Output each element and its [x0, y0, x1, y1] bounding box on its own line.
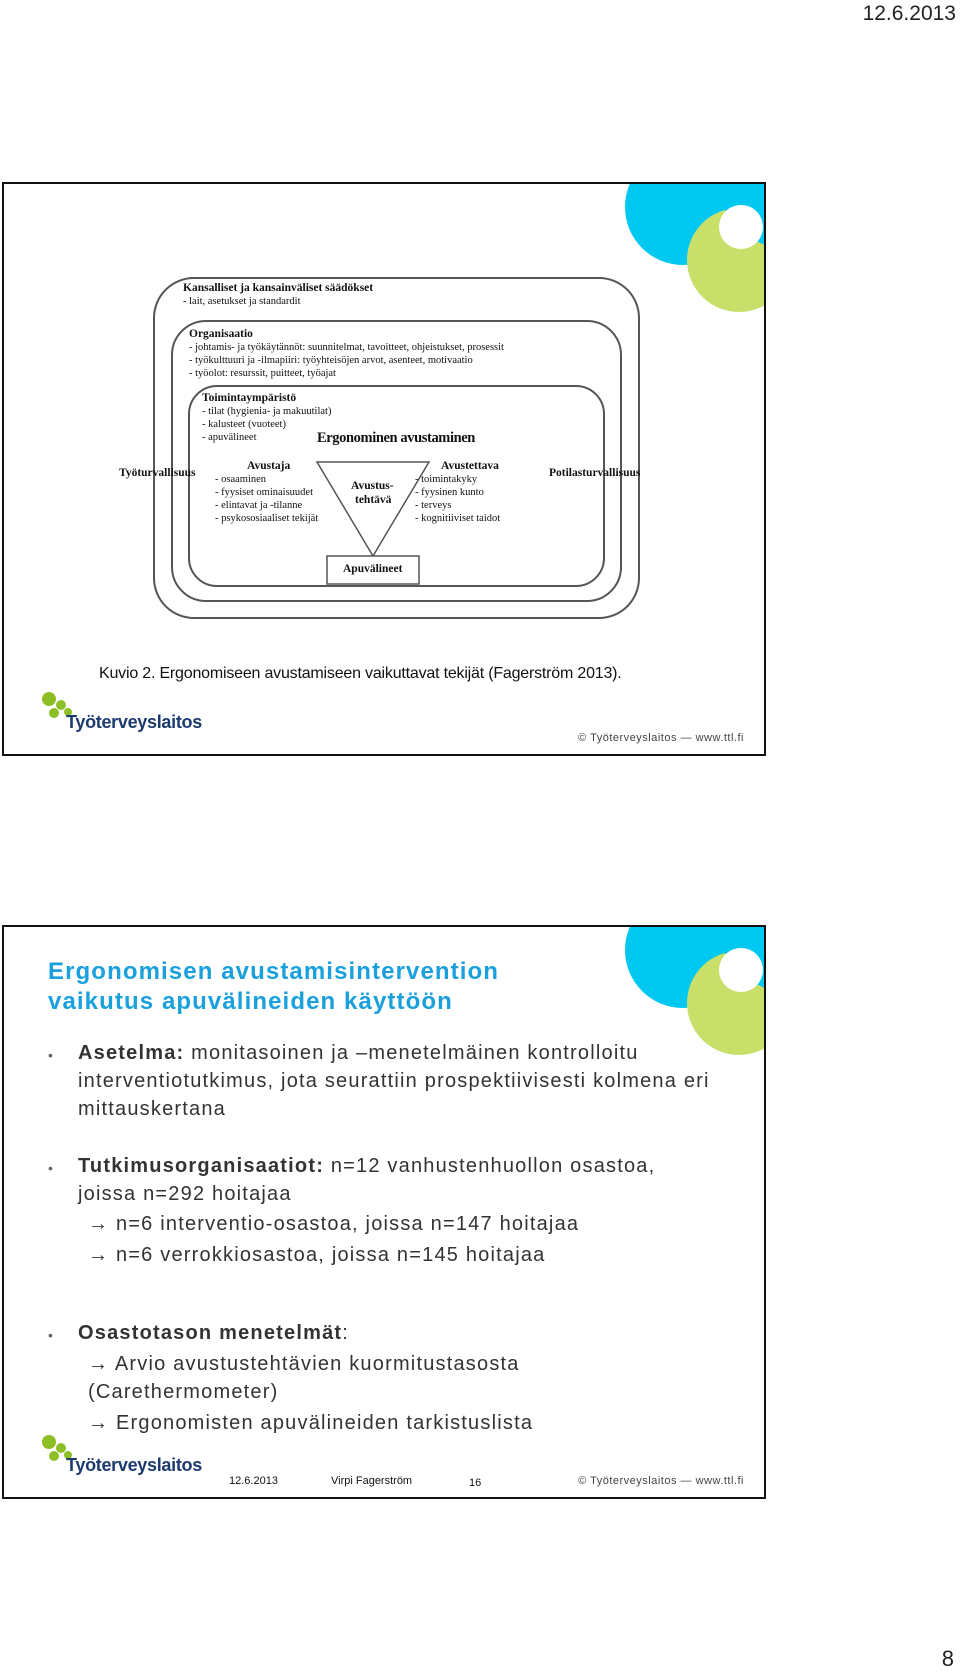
organisaatio-item: - työkulttuuri ja -ilmapiiri: työyhteisöjen arvot, asenteet, motivaatio — [189, 355, 473, 366]
slide-2 — [2, 925, 766, 1499]
logo-wordmark: Työterveyslaitos — [66, 1455, 202, 1475]
toimintaymparisto-item: - apuvälineet — [202, 432, 257, 443]
avustettava-item: - terveys — [415, 500, 452, 511]
footer-date: 12.6.2013 — [229, 1475, 278, 1487]
avustaja-item: - fyysiset ominaisuudet — [215, 487, 313, 498]
bullet-label: Tutkimusorganisaatiot: — [78, 1155, 325, 1177]
sub-item — [88, 1210, 579, 1238]
triangle-label: Avustus- — [351, 480, 394, 492]
avustettava-item: - fyysinen kunto — [415, 487, 484, 498]
triangle-label: tehtävä — [355, 494, 392, 506]
left-label: Työturvallisuus — [119, 467, 196, 479]
bullet-body: n=12 vanhustenhuollon osastoa, joissa n=292 hoitajaa — [78, 1155, 656, 1205]
avustettava-item: - kognitiiviset taidot — [415, 513, 501, 524]
bullet-text — [78, 1039, 718, 1123]
slide-title — [48, 957, 608, 1017]
bullet-dot-icon: • — [48, 1327, 55, 1343]
kansalliset-title: Kansalliset ja kansainväliset säädökset — [183, 282, 374, 294]
logo-wordmark: Työterveyslaitos — [66, 712, 202, 732]
ttl-logo — [40, 690, 202, 734]
toimintaymparisto-title: Toimintaympäristö — [202, 392, 297, 404]
bullet-body: monitasoinen ja –menetelmäinen kontrolloitu interventiotutkimus, jota seurattiin prospektiivisesti kolmena eri mittauskertana — [78, 1042, 710, 1120]
sub-item-text: n=6 verrokkiosastoa, joissa n=145 hoitajaa — [115, 1244, 546, 1266]
slide-1 — [2, 182, 766, 756]
avustaja-item: - psykososiaaliset tekijät — [215, 513, 319, 524]
sub-item-continuation: (Carethermometer) — [88, 1381, 279, 1403]
organisaatio-item: - työolot: resurssit, puitteet, työajat — [189, 368, 336, 379]
avustettava-title: Avustettava — [441, 460, 499, 472]
avustettava-item: - toimintakyky — [415, 474, 478, 485]
bullet-label: Asetelma: — [78, 1042, 185, 1064]
kansalliset-item: - lait, asetukset ja standardit — [183, 296, 301, 307]
toimintaymparisto-item: - tilat (hygienia- ja makuutilat) — [202, 406, 332, 417]
figure-caption: Kuvio 2. Ergonomiseen avustamiseen vaikuttavat tekijät (Fagerström 2013). — [99, 665, 622, 682]
page-number: 8 — [941, 1646, 954, 1671]
avustaja-item: - osaaminen — [215, 474, 267, 485]
bullet-label: Osastotason menetelmät — [78, 1322, 343, 1344]
slide-title-line: Ergonomisen avustamisintervention — [48, 958, 500, 985]
page-date: 12.6.2013 — [862, 2, 956, 25]
bullet-tutkimusorganisaatiot — [48, 1152, 708, 1282]
bullet-colon: : — [342, 1322, 350, 1344]
bullet-osastotason-menetelmat — [48, 1319, 708, 1449]
avustaja-item: - elintavat ja -tilanne — [215, 500, 303, 511]
toimintaymparisto-item: - kalusteet (vuoteet) — [202, 419, 286, 430]
organisaatio-item: - johtamis- ja työkäytännöt: suunnitelmat, tavoitteet, ohjeistukset, prosessit — [189, 342, 504, 353]
sub-item-text: n=6 interventio-osastoa, joissa n=147 hoitajaa — [115, 1213, 580, 1235]
ttl-logo — [40, 1433, 202, 1477]
sub-item — [88, 1241, 546, 1269]
ergonomics-diagram — [119, 276, 679, 621]
apuvalineet-box: Apuvälineet — [343, 563, 403, 575]
bullet-text — [78, 1152, 718, 1208]
footer-author: Virpi Fagerström — [331, 1475, 413, 1487]
arrow-right-icon: → — [88, 1213, 116, 1235]
bullet-text — [78, 1319, 718, 1347]
bullet-dot-icon: • — [48, 1047, 55, 1063]
footer-copyright: © Työterveyslaitos — www.ttl.fi — [578, 1475, 744, 1487]
bullet-asetelma — [48, 1039, 708, 1129]
organisaatio-title: Organisaatio — [189, 328, 253, 340]
footer-copyright: © Työterveyslaitos — www.ttl.fi — [578, 732, 744, 744]
bullet-dot-icon: • — [48, 1160, 55, 1176]
right-label: Potilasturvallisuus — [549, 467, 641, 479]
center-title: Ergonominen avustaminen — [317, 430, 475, 446]
arrow-right-icon: → — [88, 1412, 116, 1434]
avustaja-title: Avustaja — [247, 460, 291, 472]
sub-item — [88, 1350, 520, 1378]
footer-slide-number: 16 — [469, 1477, 482, 1489]
sub-item-text: Ergonomisten apuvälineiden tarkistuslista — [115, 1412, 534, 1434]
sub-item-text: Arvio avustustehtävien kuormitustasosta — [114, 1353, 520, 1375]
arrow-right-icon: → — [88, 1353, 115, 1375]
arrow-right-icon: → — [88, 1244, 116, 1266]
slide-title-line: vaikutus apuvälineiden käyttöön — [48, 988, 453, 1015]
